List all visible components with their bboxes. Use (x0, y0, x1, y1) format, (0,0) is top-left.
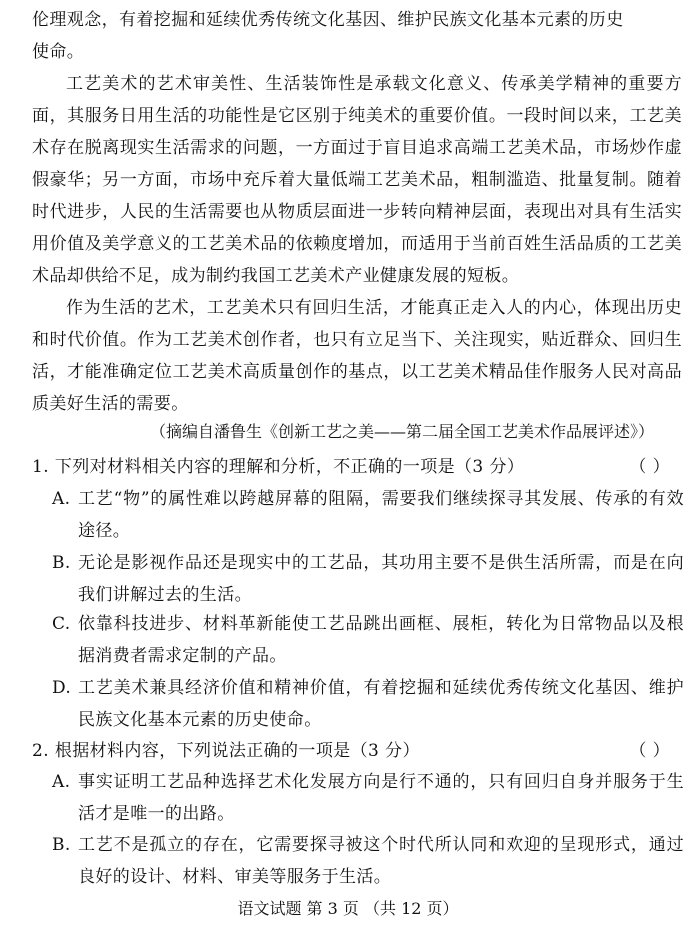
question-2-answer-blank[interactable]: （ ） (629, 741, 670, 761)
option-label: A. (52, 772, 71, 792)
intro-line-1: 伦理观念，有着挖掘和延续优秀传统文化基因、维护民族文化基本元素的历史 (32, 10, 624, 30)
page-footer: 语文试题 第 3 页 （共 12 页） (237, 899, 459, 918)
option-label: C. (52, 614, 71, 634)
question-1-option-b[interactable] (52, 547, 684, 611)
option-label: D. (52, 678, 72, 698)
source-citation: （摘编自潘鲁生《创新工艺之美——第二届全国工艺美术作品展评述》） (150, 422, 655, 441)
option-label: A. (52, 489, 71, 509)
question-1-option-a[interactable] (52, 483, 684, 547)
option-text: 工艺美术兼具经济价值和精神价值，有着挖掘和延续优秀传统文化基因、维护民族文化基本元素的历史使命。 (78, 678, 684, 730)
question-2-text: 2. 根据材料内容，下列说法正确的一项是（3 分） (32, 741, 420, 761)
question-1-option-c[interactable] (52, 608, 684, 672)
intro-paragraph (32, 4, 682, 68)
question-1-text: 1. 下列对材料相关内容的理解和分析，不正确的一项是（3 分） (32, 457, 525, 477)
option-text: 工艺“物”的属性难以跨越屏幕的阻隔，需要我们继续探寻其发展、传承的有效途径。 (78, 489, 684, 541)
question-2-option-a[interactable] (52, 766, 684, 830)
intro-line-2: 使命。 (32, 42, 85, 62)
option-text: 工艺不是孤立的存在，它需要探寻被这个时代所认同和欢迎的呈现形式，通过良好的设计、材料、审美等服务于生活。 (78, 835, 684, 887)
option-text: 依靠科技进步、材料革新能使工艺品跳出画框、展柜，转化为日常物品以及根据消费者需求定制的产品。 (78, 614, 684, 666)
paragraph-craft-aesthetics: 工艺美术的艺术审美性、生活装饰性是承载文化意义、传承美学精神的重要方面，其服务日用生活的功能性是它区别于纯美术的重要价值。一段时间以来，工艺美术存在脱离现实生活需求的问题，一方面过于盲目追求高端工艺美术品，市场炒作虚假豪华；另一方面，市场中充斥着大量低端工艺美术品，粗制滥造、批量复制。随着时代进步，人民的生活需要也从物质层面进一步转向精神层面，表现出对具有生活实用价值及美学意义的工艺美术品的依赖度增加，而适用于当前百姓生活品质的工艺美术品却供给不足，成为制约我国工艺美术产业健康发展的短板。 (32, 74, 682, 286)
question-1-stem (32, 451, 682, 483)
option-label: B. (52, 553, 71, 573)
paragraph-return-to-life: 作为生活的艺术，工艺美术只有回归生活，才能真正走入人的内心，体现出历史和时代价值。作为工艺美术创作者，也只有立足当下、关注现实，贴近群众、回归生活，才能准确定位工艺美术高质量创作的基点，以工艺美术精品佳作服务人民对高品质美好生活的需要。 (32, 298, 682, 414)
question-1-option-d[interactable] (52, 672, 684, 736)
option-text: 无论是影视作品还是现实中的工艺品，其功用主要不是供生活所需，而是在向我们讲解过去的生活。 (78, 553, 684, 605)
option-text: 事实证明工艺品种选择艺术化发展方向是行不通的，只有回归自身并服务于生活才是唯一的出路。 (78, 772, 684, 824)
option-label: B. (52, 835, 71, 855)
question-2-option-b[interactable] (52, 829, 684, 893)
question-2-stem (32, 735, 682, 767)
question-1-answer-blank[interactable]: （ ） (629, 457, 670, 477)
